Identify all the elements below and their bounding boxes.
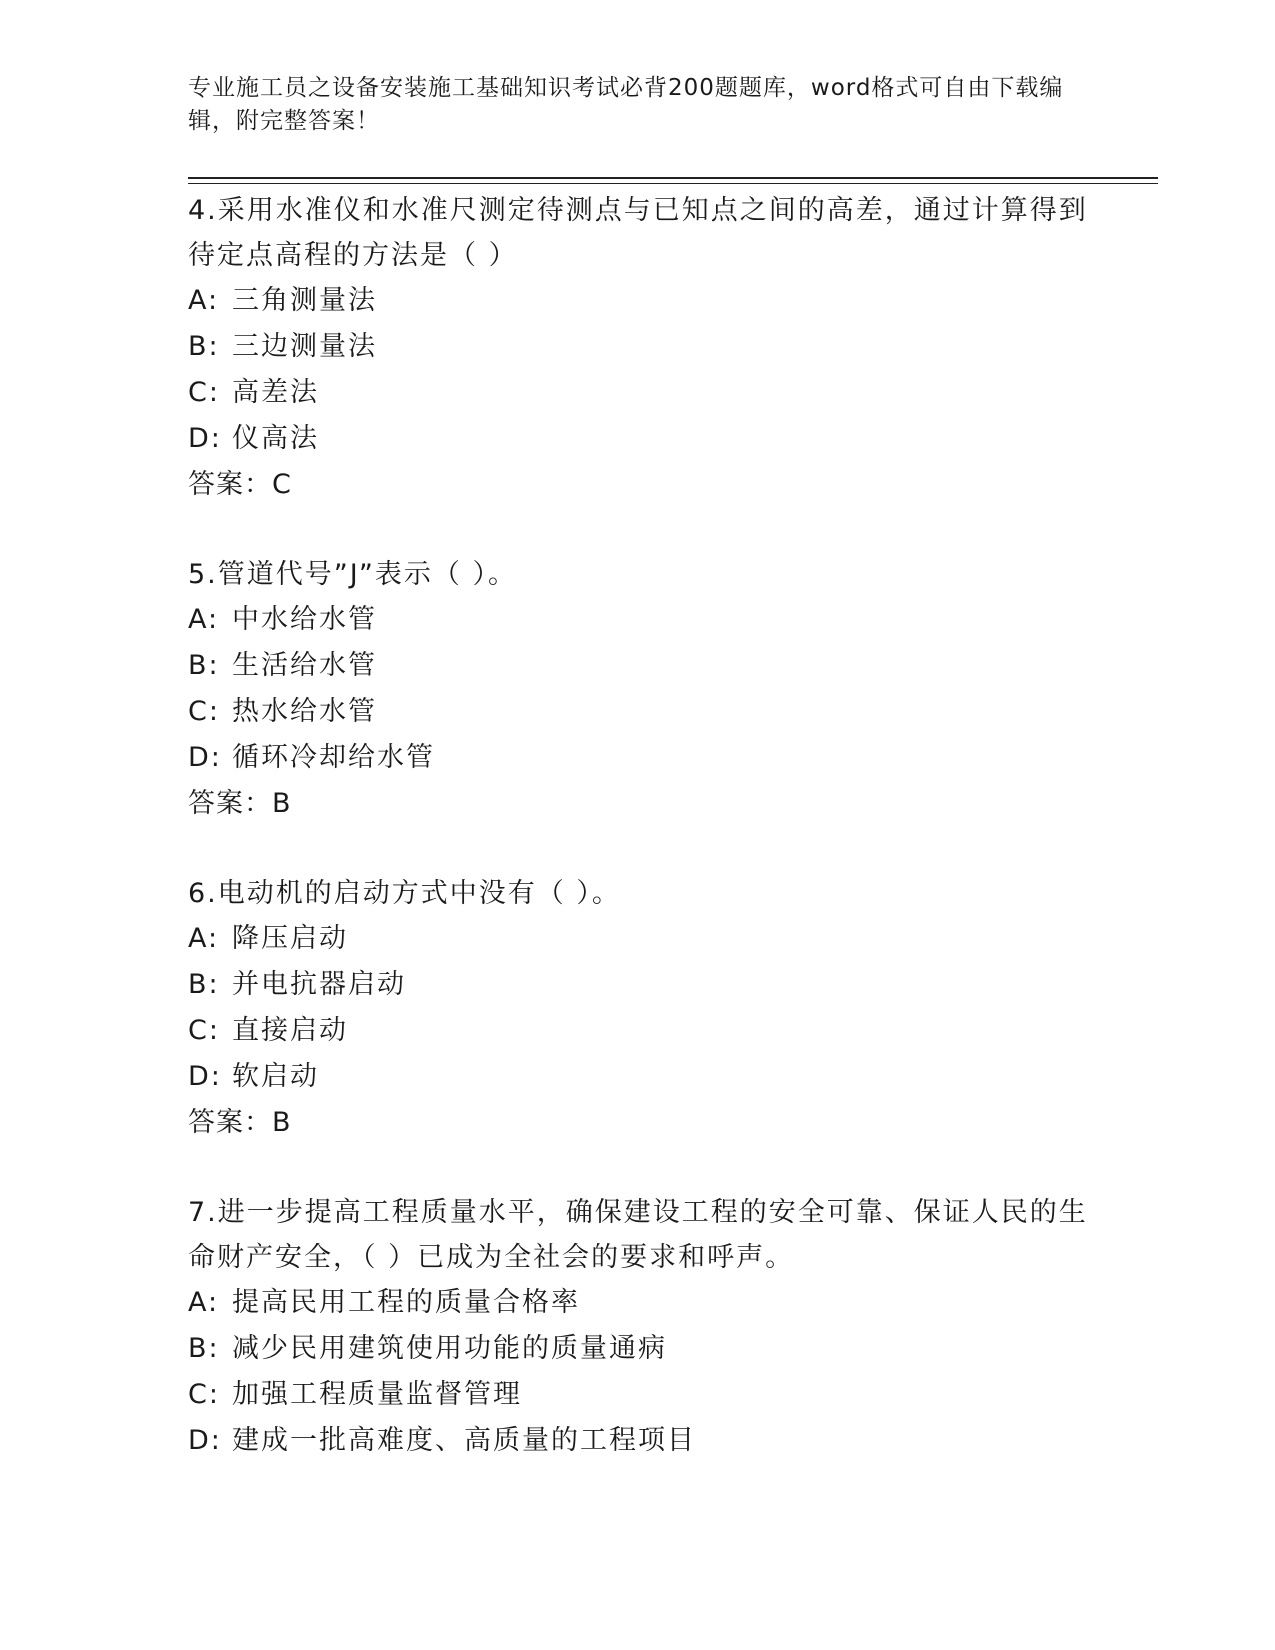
option-text: 软启动	[232, 1061, 319, 1092]
question-spacer	[188, 1146, 1088, 1190]
option-text: 中水给水管	[232, 604, 377, 635]
option-a	[188, 597, 1088, 643]
option-a	[188, 278, 1088, 324]
question-text: 5.管道代号”J”表示（ ）。	[188, 559, 517, 590]
answer-line: 答案：B	[188, 788, 292, 819]
header-divider-thin	[188, 183, 1158, 184]
option-letter: C:	[188, 377, 220, 408]
question-item	[188, 1190, 1088, 1464]
option-letter: D:	[188, 1425, 222, 1456]
option-d	[188, 735, 1088, 781]
question-spacer	[188, 827, 1088, 871]
option-d	[188, 416, 1088, 462]
option-letter: A:	[188, 1287, 220, 1318]
option-c	[188, 1372, 1088, 1418]
option-text: 提高民用工程的质量合格率	[232, 1287, 580, 1318]
option-text: 并电抗器启动	[232, 969, 406, 1000]
option-b	[188, 1326, 1088, 1372]
option-letter: A:	[188, 604, 220, 635]
document-header: 专业施工员之设备安装施工基础知识考试必背200题题库，word格式可自由下载编辑，附完整答案！	[188, 75, 1064, 134]
option-d	[188, 1418, 1088, 1464]
option-c	[188, 370, 1088, 416]
question-item	[188, 552, 1088, 827]
option-text: 降压启动	[232, 923, 348, 954]
option-letter: C:	[188, 1379, 220, 1410]
option-letter: D:	[188, 742, 222, 773]
question-item	[188, 871, 1088, 1146]
question-spacer	[188, 508, 1088, 552]
option-text: 建成一批高难度、高质量的工程项目	[232, 1425, 696, 1456]
option-c	[188, 1008, 1088, 1054]
option-letter: D:	[188, 423, 222, 454]
option-text: 减少民用建筑使用功能的质量通病	[232, 1333, 667, 1364]
option-letter: B:	[188, 331, 220, 362]
option-letter: A:	[188, 923, 220, 954]
option-b	[188, 324, 1088, 370]
option-text: 高差法	[232, 377, 319, 408]
option-text: 加强工程质量监督管理	[232, 1379, 522, 1410]
option-letter: D:	[188, 1061, 222, 1092]
option-letter: B:	[188, 1333, 220, 1364]
answer-line: 答案：B	[188, 1107, 292, 1138]
option-b	[188, 962, 1088, 1008]
option-text: 热水给水管	[232, 696, 377, 727]
header-divider-thick	[188, 177, 1158, 179]
option-text: 三角测量法	[232, 285, 377, 316]
option-text: 循环冷却给水管	[232, 742, 435, 773]
option-letter: C:	[188, 1015, 220, 1046]
option-letter: C:	[188, 696, 220, 727]
option-text: 生活给水管	[232, 650, 377, 681]
option-c	[188, 689, 1088, 735]
question-text: 6.电动机的启动方式中没有（ ）。	[188, 878, 621, 909]
option-text: 仪高法	[232, 423, 319, 454]
option-letter: B:	[188, 650, 220, 681]
question-list	[188, 188, 1088, 1464]
question-text: 4.采用水准仪和水准尺测定待测点与已知点之间的高差，通过计算得到待定点高程的方法是（ ）	[188, 195, 1088, 271]
question-text: 7.进一步提高工程质量水平，确保建设工程的安全可靠、保证人民的生命财产安全，（ ）已成为全社会的要求和呼声。	[188, 1197, 1088, 1273]
option-b	[188, 643, 1088, 689]
option-letter: A:	[188, 285, 220, 316]
option-d	[188, 1054, 1088, 1100]
option-letter: B:	[188, 969, 220, 1000]
option-text: 三边测量法	[232, 331, 377, 362]
option-text: 直接启动	[232, 1015, 348, 1046]
answer-line: 答案：C	[188, 469, 292, 500]
question-item	[188, 188, 1088, 508]
option-a	[188, 1280, 1088, 1326]
option-a	[188, 916, 1088, 962]
